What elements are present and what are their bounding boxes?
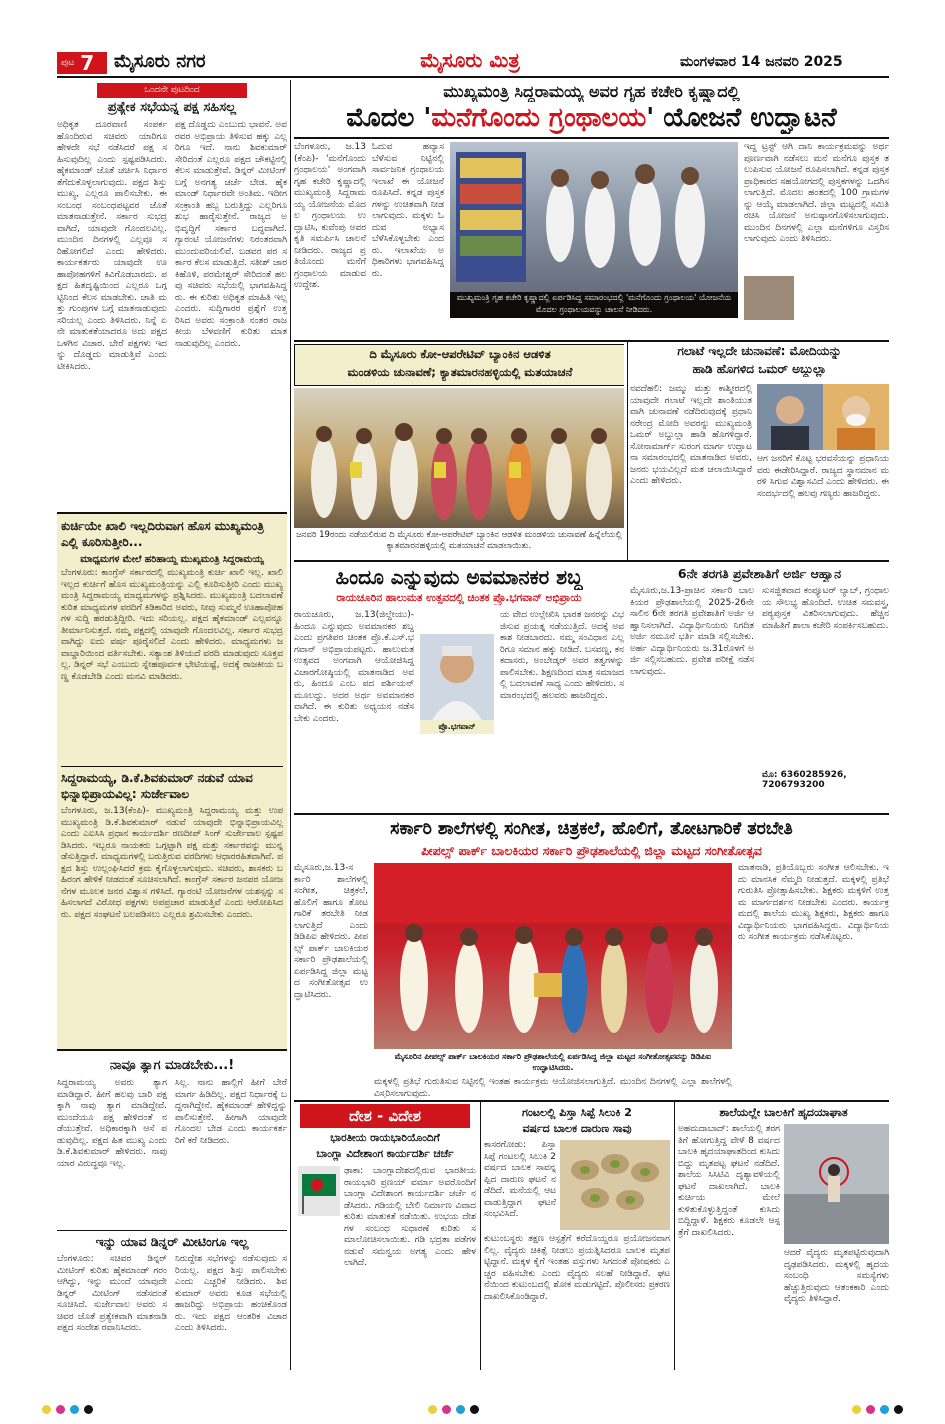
left-divider: [57, 1230, 287, 1231]
lead-body-c: ಇದ್ದ ಟ್ರಸ್ಟ್ ಆಗಿ ದಾನಿ ಕಾರ್ಯಕ್ರಮವನ್ನು ಅರ್ಥಪೂರ್ಣವಾಗಿ ನಡೆಸಲು ಮನೆ ಮನೆಗೂ ಪುಸ್ತಕ ತಲುಪಿಸುವ ಯೋಜನೆ ರೂಪಿಸಲಾಗಿದೆ. ಕನ್ನಡ ಪುಸ್ತಕ ಪ್ರಾಧಿಕಾರದ ಸಹಯೋಗದಲ್ಲಿ ಪುಸ್ತಕಗಳನ್ನು ಒದಗಿಸಲಾಗುತ್ತಿದೆ. ಮೊದಲ ಹಂತದಲ್ಲಿ 100 ಗ್ರಾಮಗಳನ್ನು ಆಯ್ಕೆ ಮಾಡಲಾಗಿದೆ. ಜಿಲ್ಲಾ ಮಟ್ಟದಲ್ಲಿ ಸಮಿತಿ ರಚಿಸಿ ಯೋಜನೆ ಅನುಷ್ಠಾನಗೊಳಿಸಲಾಗುವುದು. ಮುಂದಿನ ದಿನಗಳಲ್ಲಿ ಎಲ್ಲಾ ಮನೆಗಳಿಗೂ ವಿಸ್ತರಿಸಲಾಗುವುದು ಎಂದು ತಿಳಿಸಿದರು.: [744, 142, 889, 244]
left-headline-5: ಇನ್ನು ಯಾವ ಡಿನ್ನರ್ ಮೀಟಿಂಗೂ ಇಲ್ಲ: [95, 1234, 249, 1249]
left-body-3: ಬೆಂಗಳೂರು, ಜ.13(ಕೆಂಪಿ)- ಮುಖ್ಯಮಂತ್ರಿ ಸಿದ್ದರಾಮಯ್ಯ ಮತ್ತು ಉಪ ಮುಖ್ಯಮಂತ್ರಿ ಡಿ.ಕೆ.ಶಿವಕುಮಾರ್ ನಡುವೆ ಯಾವುದೇ ಭಿನ್ನಾಭಿಪ್ರಾಯವಿಲ್ಲ ಎಂದು ಎಐಸಿಸಿ ಪ್ರಧಾನ ಕಾರ್ಯದರ್ಶಿ ರಣದೀಪ್ ಸಿಂಗ್ ಸುರ್ಜೇವಾಲ ಸ್ಪಷ್ಟಪಡಿಸಿದರು. ಇಬ್ಬರೂ ನಾಯಕರು ಒಗ್ಗಟ್ಟಾಗಿ ಪಕ್ಷ ಮತ್ತು ಸರ್ಕಾರವನ್ನು ಮುನ್ನಡೆಸುತ್ತಿದ್ದಾರೆ. ಮಾಧ್ಯಮಗಳಲ್ಲಿ ಬರುತ್ತಿರುವ ವರದಿಗಳು ಆಧಾರರಹಿತವಾಗಿವೆ. ಪಕ್ಷದ ಶಿಸ್ತು ಉಲ್ಲಂಘಿಸಿದರೆ ಕ್ರಮ ಕೈಗೊಳ್ಳಲಾಗುವುದು. ಸಚಿವರು, ಶಾಸಕರು ಬಹಿರಂಗ ಹೇಳಿಕೆ ನೀಡದಂತೆ ಸೂಚಿಸಲಾಗಿದೆ. ಕಾಂಗ್ರೆಸ್ ಸರ್ಕಾರ ಜನಪರ ಯೋಜನೆಗಳ ಮೂಲಕ ಜನರ ವಿಶ್ವಾಸ ಗಳಿಸಿದೆ. ಗ್ಯಾರಂಟಿ ಯೋಜನೆಗಳ ಯಶಸ್ಸನ್ನು ಸಹಿಸಲಾಗದೆ ವಿರೋಧ ಪಕ್ಷಗಳು ಅಪಪ್ರಚಾರ ಮಾಡುತ್ತಿವೆ ಎಂದು ಆರೋಪಿಸಿದರು. ಪಕ್ಷದ ಸಂಘಟನೆ ಬಲಪಡಿಸಲು ಎಲ್ಲರೂ ಶ್ರಮಿಸಬೇಕು ಎಂದರು.: [61, 806, 283, 920]
omar-story: [630, 342, 889, 560]
reg-dot: [442, 1405, 451, 1414]
left-column: [57, 80, 287, 1368]
desha-section: [294, 1102, 889, 1370]
desha-body-3a: ಅಹಮದಾಬಾದ್: ಶಾಲೆಯಲ್ಲಿ ತರಗತಿಗೆ ಹೋಗುತ್ತಿದ್ದ ವೇಳೆ 8 ವರ್ಷದ ಬಾಲಕಿ ಹೃದಯಾಘಾತದಿಂದ ಕುಸಿದು ಬಿದ್ದು ಮೃತಪಟ್ಟ ಘಟನೆ ನಡೆದಿದೆ. ಶಾಲೆಯ ಸಿಸಿಟಿವಿ ದೃಶ್ಯಾವಳಿಯಲ್ಲಿ ಘಟನೆ ದಾಖಲಾಗಿದೆ. ಬಾಲಕಿ ಕುರ್ಚಿಯ ಮೇಲೆ ಕುಳಿತುಕೊಳ್ಳುತ್ತಿದ್ದಂತೆ ಕುಸಿದು ಬಿದ್ದಿದ್ದಾಳೆ. ಶಿಕ್ಷಕರು ಕೂಡಲೇ ಆಸ್ಪತ್ರೆಗೆ ದಾಖಲಿಸಿದರು.: [678, 1124, 780, 1238]
reg-dot: [56, 1405, 65, 1414]
schools-body-c: ಮಕ್ಕಳಲ್ಲಿ ಪ್ರತಿಭೆ ಗುರುತಿಸುವ ನಿಟ್ಟಿನಲ್ಲಿ ಇಂತಹ ಕಾರ್ಯಕ್ರಮ ಆಯೋಜಿಸಲಾಗುತ್ತಿದೆ. ಮುಂದಿನ ದಿನಗಳಲ್ಲಿ ಎಲ್ಲಾ ಶಾಲೆಗಳಲ್ಲಿ ವಿಸ್ತರಿಸಲಾಗುವುದು.: [374, 1077, 732, 1098]
left-headline-1: ಪ್ರತ್ಯೇಕ ಸಭೆಯನ್ನ ಪಕ್ಷ ಸಹಿಸಲ್ಲ: [107, 100, 237, 115]
left-body-5a: ಬೆಂಗಳೂರು: ಸಚಿವರ ಡಿನ್ನರ್ ಮೀಟಿಂಗ್ ಕುರಿತು ಹೈಕಮಾಂಡ್ ಗರಂ ಆಗಿದ್ದು, ಇನ್ನು ಮುಂದೆ ಯಾವುದೇ ಡಿನ್ನರ್ ಮೀಟಿಂಗ್ ನಡೆಸದಂತೆ ಸೂಚಿಸಿದೆ. ಸುರ್ಜೇವಾಲ ಅವರು ಸಚಿವರ ಜೊತೆ ಪ್ರತ್ಯೇಕವಾಗಿ ಮಾತನಾಡಿ ಪಕ್ಷದ ಸಂದೇಶ ರವಾನಿಸಿದರು.: [57, 1254, 167, 1333]
left-body-1b: ಪಕ್ಷ ದೊಡ್ಡದು ಎಂಬುದು ಭಾವನೆ. ಅವರವರ ಅಭಿಪ್ರಾಯ ತಿಳಿಸುವ ಹಕ್ಕು ಎಲ್ಲರಿಗೂ ಇದೆ. ನಾನು ಶಿವಕುಮಾರ್ ಸೇರಿದಂತೆ ಎಲ್ಲರೂ ಪಕ್ಷದ ಚೌಕಟ್ಟಿನಲ್ಲಿ ಕೆಲಸ ಮಾಡುತ್ತೇವೆ. ಡಿನ್ನರ್ ಮೀಟಿಂಗ್ ಬಗ್ಗೆ ಅನಗತ್ಯ ಚರ್ಚೆ ಬೇಡ. ಹೈಕಮಾಂಡ್ ನಿರ್ಧಾರವೇ ಅಂತಿಮ. ಇದೀಗ ಸಂಕ್ರಾಂತಿ ಹಬ್ಬ ಬರುತ್ತಿದ್ದು ಎಲ್ಲರಿಗೂ ಶುಭ ಹಾರೈಸುತ್ತೇನೆ. ರಾಜ್ಯದ ಅಭಿವೃದ್ಧಿಗೆ ಸರ್ಕಾರ ಬದ್ಧವಾಗಿದೆ. ಗ್ಯಾರಂಟಿ ಯೋಜನೆಗಳು ನಿರಂತರವಾಗಿ ಮುಂದುವರಿಯಲಿವೆ. ಬಡವರ ಪರ ಸರ್ಕಾರ ಕೆಲಸ ಮಾಡುತ್ತಿದೆ. ಸತೀಶ್ ಜಾರಕಿಹೊಳಿ, ಪರಮೇಶ್ವರ್ ಸೇರಿದಂತೆ ಹಲವು ಸಚಿವರು ಸಭೆಯಲ್ಲಿ ಭಾಗವಹಿಸಿದ್ದರು. ಈ ಕುರಿತು ಅಧಿಕೃತ ಮಾಹಿತಿ ಇಲ್ಲ ಎಂದರು. ಸುದ್ದಿಗಾರರ ಪ್ರಶ್ನೆಗೆ ಉತ್ತರಿಸಿದ ಅವರು ಸಂಕ್ರಾಂತಿ ನಂತರ ರಾಜಕೀಯ ಬೆಳವಣಿಗೆ ಕುರಿತು ಮಾತನಾಡುವುದಿಲ್ಲ ಎಂದರು.: [175, 120, 287, 349]
hindu-story: [294, 562, 624, 812]
desha-headline-1b: ಬಾಂಗ್ಲಾ ವಿದೇಶಾಂಗ ಕಾರ್ಯದರ್ಶಿ ಚರ್ಚೆ: [316, 1148, 454, 1160]
schools-photo: [374, 863, 732, 1049]
schools-story: [294, 815, 889, 1098]
desha-body-1: ಢಾಕಾ: ಬಾಂಗ್ಲಾದೇಶದಲ್ಲಿರುವ ಭಾರತೀಯ ರಾಯಭಾರಿ ಪ್ರಣಯ್ ವರ್ಮಾ ಅವರೊಂದಿಗೆ ಬಾಂಗ್ಲಾ ವಿದೇಶಾಂಗ ಕಾರ್ಯದರ್ಶಿ ಚರ್ಚೆ ನಡೆಸಿದರು. ಗಡಿಯಲ್ಲಿ ಬೇಲಿ ನಿರ್ಮಾಣ ವಿವಾದ ಕುರಿತು ಮಾತುಕತೆ ನಡೆಯಿತು. ಉಭಯ ದೇಶಗಳ ಸಂಬಂಧ ಸುಧಾರಣೆ ಕುರಿತು ಸಮಾಲೋಚಿಸಲಾಯಿತು. ಗಡಿ ಭದ್ರತಾ ಪಡೆಗಳ ನಡುವೆ ಸಮನ್ವಯ ಅಗತ್ಯ ಎಂದು ಹೇಳಲಾಗಿದೆ.: [344, 1166, 476, 1268]
left-headline-2: ಕುರ್ಚಿಯೇ ಖಾಲಿ ಇಲ್ಲದಿರುವಾಗ ಹೊಸ ಮುಖ್ಯಮಂತ್ರಿ ಎಲ್ಲಿ ಕೂರಿಸುತ್ತೀರಿ...: [61, 519, 265, 549]
coop-headline-1: ದಿ ಮೈಸೂರು ಕೋ-ಆಪರೇಟಿವ್ ಬ್ಯಾಂಕಿನ ಆಡಳಿತ: [369, 347, 551, 361]
desha-rule-2: [674, 1102, 675, 1370]
schools-body-b: ಮಾತನಾಡಿ, ಪ್ರತಿಯೊಬ್ಬರು ಸಂಗೀತ ಆಲಿಸಬೇಕು. ಇದು ಮಾನಸಿಕ ನೆಮ್ಮದಿ ನೀಡುತ್ತದೆ. ಮಕ್ಕಳಲ್ಲಿ ಪ್ರತಿಭೆ ಗುರುತಿಸಿ ಪ್ರೋತ್ಸಾಹಿಸಬೇಕು. ಶಿಕ್ಷಕರು ಮಕ್ಕಳಿಗೆ ಉತ್ತಮ ಮಾರ್ಗದರ್ಶನ ನೀಡಬೇಕು ಎಂದರು. ಕಾರ್ಯಕ್ರಮದಲ್ಲಿ ಶಾಲೆಯ ಮುಖ್ಯ ಶಿಕ್ಷಕರು, ಶಿಕ್ಷಕರು ಹಾಗೂ ವಿದ್ಯಾರ್ಥಿನಿಯರು ಭಾಗವಹಿಸಿದ್ದರು. ವಿದ್ಯಾರ್ಥಿನಿಯರು ಸಂಗೀತ ಕಾರ್ಯಕ್ರಮ ನಡೆಸಿಕೊಟ್ಟರು.: [738, 863, 889, 942]
lead-headline: [294, 102, 889, 134]
reg-dot: [470, 1405, 479, 1414]
desha-headline-2: ಗಂಟಲಲ್ಲಿ ಪಿಸ್ತಾ ಸಿಪ್ಪೆ ಸಿಲುಕಿ 2: [522, 1106, 632, 1119]
class6-contact: ಮೊ: 6360285926, 7206793200: [762, 770, 847, 790]
lead-story: [294, 80, 889, 340]
schools-body-a: ಮೈಸೂರು,ಜ.13-ಸರ್ಕಾರಿ ಶಾಲೆಗಳಲ್ಲಿ ಸಂಗೀತ, ಚಿತ್ರಕಲೆ, ಹೊಲಿಗೆ ಹಾಗೂ ತೋಟಗಾರಿಕೆ ತರಬೇತಿ ನೀಡಲಾಗುತ್ತಿದೆ ಎಂದು ಡಿಡಿಪಿಐ ಹೇಳಿದರು. ಪೀಪಲ್ಸ್ ಪಾರ್ಕ್ ಬಾಲಕಿಯರ ಸರ್ಕಾರಿ ಪ್ರೌಢಶಾಲೆಯಲ್ಲಿ ಏರ್ಪಡಿಸಿದ್ದ ಜಿಲ್ಲಾ ಮಟ್ಟದ ಸಂಗೀತೋತ್ಸವ ಉದ್ಘಾಟಿಸಿದರು.: [294, 863, 368, 1000]
class6-body-a: ಮೈಸೂರು,ಜ.13-ಪ್ರಾಚಿನ ಸರ್ಕಾರಿ ಬಾಲಕಿಯರ ಪ್ರೌಢಶಾಲೆಯಲ್ಲಿ 2025-26ನೇ ಸಾಲಿನ 6ನೇ ತರಗತಿ ಪ್ರವೇಶಾತಿಗೆ ಅರ್ಜಿ ಆಹ್ವಾನಿಸಲಾಗಿದೆ. ವಿದ್ಯಾರ್ಥಿನಿಯರು ನಿಗದಿತ ಅರ್ಜಿ ನಮೂನೆ ಭರ್ತಿ ಮಾಡಿ ಸಲ್ಲಿಸಬೇಕು. ಅರ್ಹ ವಿದ್ಯಾರ್ಥಿನಿಯರು ಜ.31ರೊಳಗೆ ಅರ್ಜಿ ಸಲ್ಲಿಸಬಹುದು. ಪ್ರವೇಶ ಪರೀಕ್ಷೆ ನಡೆಸಲಾಗುವುದು.: [630, 586, 754, 677]
lead-headline-post: ' ಯೋಜನೆ ಉದ್ಘಾಟನೆ: [646, 103, 837, 133]
left-headline-3: ಸಿದ್ದರಾಮಯ್ಯ, ಡಿ.ಕೆ.ಶಿವಕುಮಾರ್ ನಡುವೆ ಯಾವ ಭಿನ್ನಾಭಿಪ್ರಾಯವಿಲ್ಲ: ಸುರ್ಜೇವಾಲ: [61, 771, 253, 801]
left-headline-4: ನಾವೂ ತ್ಯಾಗ ಮಾಡಬೇಕು...!: [109, 1058, 235, 1073]
cctv-still: [784, 1124, 889, 1244]
pistachio-image: [560, 1140, 670, 1230]
omar-headline-1: ಗಲಾಟೆ ಇಲ್ಲದೇ ಚುನಾವಣೆ: ಮೋದಿಯನ್ನು: [677, 344, 842, 358]
schools-subhead: ಪೀಪಲ್ಸ್ ಪಾರ್ಕ್ ಬಾಲಕಿಯರ ಸರ್ಕಾರಿ ಪ್ರೌಢಶಾಲೆಯಲ್ಲಿ ಜಿಲ್ಲಾ ಮಟ್ಟದ ಸಂಗೀತೋತ್ಸವ: [421, 843, 762, 858]
omar-photo: [757, 384, 889, 450]
omar-body-b: ಆಗ ಜನರಿಗೆ ಕೊಟ್ಟ ಭರವಸೆಯನ್ನು ಪ್ರಧಾನಿಯವರು ಈಡೇರಿಸಿದ್ದಾರೆ. ರಾಜ್ಯದ ಸ್ಥಾನಮಾನ ಮರಳಿ ಸಿಗುವ ವಿಶ್ವಾಸವಿದೆ ಎಂದು ಹೇಳಿದರು. ಈ ಸಂದರ್ಭದಲ್ಲಿ ಹಲವು ಗಣ್ಯರು ಹಾಜರಿದ್ದರು.: [757, 454, 889, 499]
hindu-body-b: ಯ ವೇದ ಉಲ್ಲೇಖಿಸಿ ಭಾರತ ಜನರನ್ನು ವಿಭಜಿಸುವ ಪ್ರಯತ್ನ ನಡೆಯುತ್ತಿದೆ. ಅದಕ್ಕೆ ಅವಕಾಶ ನೀಡಬಾರದು. ನಮ್ಮ ಸಂವಿಧಾನ ಎಲ್ಲರಿಗೂ ಸಮಾನ ಹಕ್ಕು ನೀಡಿದೆ. ಬಸವಣ್ಣ, ಕನಕದಾಸರು, ಅಂಬೇಡ್ಕರ್ ಅವರ ತತ್ವಗಳನ್ನು ಪಾಲಿಸಬೇಕು. ಶಿಕ್ಷಣದಿಂದ ಮಾತ್ರ ಸಮಾಜದಲ್ಲಿ ಬದಲಾವಣೆ ಸಾಧ್ಯ ಎಂದು ಹೇಳಿದರು. ಸಮಾರಂಭದಲ್ಲಿ ಹಲವರು ಹಾಜರಿದ್ದರು.: [500, 610, 624, 701]
left-body-1a: ಅಧಿಕೃತ ದೂರವಾಣಿ ಸಂಪರ್ಕ ಹೊಂದಿರುವ ಸಚಿವರು ಯಾರಿಗೂ ಹೇಳದೇ ಸಭೆ ನಡೆಸಿದರೆ ಪಕ್ಷ ಸಹಿಸುವುದಿಲ್ಲ ಎಂದು ಸ್ಪಷ್ಟಪಡಿಸಿದರು. ಹೈಕಮಾಂಡ್ ಜೊತೆ ಚರ್ಚಿಸಿ ನಿರ್ಧಾರ ತೆಗೆದುಕೊಳ್ಳಲಾಗುವುದು. ಪಕ್ಷದ ಶಿಸ್ತು ಮುಖ್ಯ, ಎಲ್ಲರೂ ಪಾಲಿಸಬೇಕು. ಈ ಸಂಬಂಧ ಸಂಬಂಧಪಟ್ಟವರ ಜೊತೆ ಮಾತನಾಡುತ್ತೇನೆ. ಸರ್ಕಾರ ಸುಭದ್ರವಾಗಿದೆ, ಯಾವುದೇ ಗೊಂದಲವಿಲ್ಲ. ಮುಂದಿನ ದಿನಗಳಲ್ಲಿ ಎಲ್ಲವೂ ಸರಿಹೋಗಲಿದೆ ಎಂದು ಹೇಳಿದರು. ಕಾರ್ಯಕರ್ತರು ಯಾವುದೇ ಊಹಾಪೋಹಗಳಿಗೆ ಕಿವಿಗೊಡಬಾರದು. ಪಕ್ಷದ ಹಿತದೃಷ್ಟಿಯಿಂದ ಎಲ್ಲರೂ ಒಗ್ಗಟ್ಟಿನಿಂದ ಕೆಲಸ ಮಾಡಬೇಕು. ಜಾತಿ ಮತ್ತು ಗುಂಪುಗಳ ಬಗ್ಗೆ ಮಾತನಾಡುವುದು ಸರಿಯಲ್ಲ ಎಂದು ತಿಳಿಸಿದರು. ನಿನ್ನೆ ಏನೇ ಮಾತುಕತೆಯಾದರೂ ಅದು ಪಕ್ಷದ ಒಳಗಿನ ವಿಚಾರ. ಬೇರೆ ಪಕ್ಷಗಳು ಇದನ್ನು ದೊಡ್ಡದು ಮಾಡುತ್ತಿವೆ ಎಂದು ಟೀಕಿಸಿದರು.: [57, 120, 167, 372]
schools-caption: ಮೈಸೂರಿನ ಪೀಪಲ್ಸ್ ಪಾರ್ಕ್ ಬಾಲಕಿಯರ ಸರ್ಕಾರಿ ಪ್ರೌಢಶಾಲೆಯಲ್ಲಿ ಏರ್ಪಡಿಸಿದ್ದ ಜಿಲ್ಲಾ ಮಟ್ಟದ ಸಂಗೀತೋತ್ಸವವನ್ನು ಡಿಡಿಪಿಐ ಉದ್ಘಾಟಿಸಿದರು.: [394, 1052, 712, 1072]
masthead-rule: [57, 76, 889, 78]
desha-body-3b: ಆದರೆ ವೈದ್ಯರು ಮೃತಪಟ್ಟಿರುವುದಾಗಿ ದೃಢಪಡಿಸಿದರು. ಮಕ್ಕಳಲ್ಲಿ ಹೃದಯ ಸಂಬಂಧಿ ಸಮಸ್ಯೆಗಳು ಹೆಚ್ಚುತ್ತಿರುವುದು ಆತಂಕಕಾರಿ ಎಂದು ವೈದ್ಯರು ತಿಳಿಸಿದ್ದಾರೆ.: [784, 1248, 889, 1304]
minister-thumb: [744, 276, 794, 320]
lead-headline-highlight: ಮನೆಗೊಂದು ಗ್ರಂಥಾಲಯ: [431, 103, 647, 133]
section-title: ಮೈಸೂರು ನಗರ: [114, 51, 206, 72]
omar-headline-2: ಹಾಡಿ ಹೊಗಳಿದ ಒಮರ್ ಅಬ್ದುಲ್ಲಾ: [692, 362, 827, 376]
desha-headline-2b: ವರ್ಷದ ಬಾಲಕ ದಾರುಣ ಸಾವು: [522, 1122, 632, 1135]
reg-dot: [42, 1405, 51, 1414]
class6-story: [630, 562, 889, 812]
desha-headline-3: ಶಾಲೆಯಲ್ಲೇ ಬಾಲಕಿಗೆ ಹೃದಯಾಘಾತ: [719, 1106, 848, 1119]
cctv-photo: [784, 1124, 889, 1244]
hindu-subhead: ರಾಯಚೂರಿನ ಹಾಲುಮತ ಉತ್ಸವದಲ್ಲಿ ಚಿಂತಕ ಪ್ರೊ.ಭಗವಾನ್ ಅಭಿಪ್ರಾಯ: [336, 592, 582, 604]
lead-body-b: ಓದುವ ಹವ್ಯಾಸ ಬೆಳೆಸುವ ನಿಟ್ಟಿನಲ್ಲಿ ಸಾರ್ವಜನಿಕ ಗ್ರಂಥಾಲಯ ಇಲಾಖೆ ಈ ಯೋಜನೆ ರೂಪಿಸಿದೆ. ಕನ್ನಡ ಪುಸ್ತಕಗಳನ್ನು ಉಚಿತವಾಗಿ ನೀಡಲಾಗುವುದು. ಮಕ್ಕಳು ಓದುವ ಅಭ್ಯಾಸ ಬೆಳೆಸಿಕೊಳ್ಳಬೇಕು ಎಂದರು. ಇಲಾಖೆಯ ಅಧಿಕಾರಿಗಳು ಭಾಗವಹಿಸಿದ್ದರು.: [372, 142, 444, 279]
desha-body-2b: ಕುಟುಂಬಸ್ಥರು ತಕ್ಷಣ ಆಸ್ಪತ್ರೆಗೆ ಕರೆದೊಯ್ದರೂ ಪ್ರಯೋಜನವಾಗಲಿಲ್ಲ. ವೈದ್ಯರು ಚಿಕಿತ್ಸೆ ನೀಡಲು ಪ್ರಯತ್ನಿಸಿದರೂ ಬಾಲಕ ಮೃತಪಟ್ಟಿದ್ದಾನೆ. ಮಕ್ಕಳ ಕೈಗೆ ಇಂತಹ ವಸ್ತುಗಳು ಸಿಗದಂತೆ ಪೋಷಕರು ಎಚ್ಚರ ವಹಿಸಬೇಕು ಎಂದು ವೈದ್ಯರು ಸಲಹೆ ನೀಡಿದ್ದಾರೆ. ಘಟನೆಯಿಂದ ಕುಟುಂಬದಲ್ಲಿ ಶೋಕ ಮಡುಗಟ್ಟಿದೆ. ಪೊಲೀಸರು ಪ್ರಕರಣ ದಾಖಲಿಸಿಕೊಂಡಿದ್ದಾರೆ.: [484, 1234, 670, 1302]
desha-body-2a: ಕಾಸರಗೋಡು: ಪಿಸ್ತಾ ಸಿಪ್ಪೆ ಗಂಟಲಲ್ಲಿ ಸಿಲುಕಿ 2 ವರ್ಷದ ಬಾಲಕ ಸಾವನ್ನಪ್ಪಿದ ದಾರುಣ ಘಟನೆ ನಡೆದಿದೆ. ಮನೆಯಲ್ಲಿ ಆಟವಾಡುತ್ತಿದ್ದಾಗ ಘಟನೆ ಸಂಭವಿಸಿದೆ.: [484, 1140, 556, 1219]
reg-dot: [70, 1405, 79, 1414]
paper-name: ಮೈಸೂರು ಮಿತ್ರ: [420, 48, 520, 72]
continued-tag: ಒಂದನೇ ಪುಟದಿಂದ: [97, 83, 247, 98]
portrait-pair-photo: [757, 384, 889, 450]
hindu-body-a: ರಾಯಚೂರು, ಜ.13(ಜಿಲ್ದೇಯು)- ಹಿಂದೂ ಎನ್ನುವುದು ಅವಮಾನಕರ ಶಬ್ದ ಎಂದು ಪ್ರಗತಿಪರ ಚಿಂತಕ ಪ್ರೊ.ಕೆ.ಎಸ್.ಭಗವಾನ್ ಅಭಿಪ್ರಾಯಪಟ್ಟರು. ಹಾಲುಮತ ಉತ್ಸವದ ಅಂಗವಾಗಿ ಆಯೋಜಿಸಿದ್ದ ವಿಚಾರಗೋಷ್ಠಿಯಲ್ಲಿ ಮಾತನಾಡಿದ ಅವರು, ಹಿಂದೂ ಎಂಬ ಪದ ಪರ್ಶಿಯನ್ ಮೂಲದ್ದು. ಅದರ ಅರ್ಥ ಅವಮಾನಕರವಾಗಿದೆ. ಈ ಕುರಿತು ಅಧ್ಯಯನ ನಡೆಸಬೇಕು ಎಂದರು.: [294, 610, 414, 724]
reg-dot: [852, 1405, 861, 1414]
bhagavan-caption: ಪ್ರೊ.ಭಗವಾನ್: [420, 720, 494, 734]
desha-rule-1: [480, 1102, 481, 1370]
page-number: 7: [80, 51, 95, 75]
page-label: ಪುಟ: [61, 58, 75, 68]
left-column-rule: [290, 80, 291, 1370]
coop-story: [294, 342, 624, 560]
class6-body-b: ಸುಸಜ್ಜಿತವಾದ ಕಂಪ್ಯೂಟರ್ ಲ್ಯಾಬ್, ಗ್ರಂಥಾಲಯ ಸೌಲಭ್ಯ ಹೊಂದಿದೆ. ಉಚಿತ ಸಮವಸ್ತ್ರ, ಪಠ್ಯಪುಸ್ತಕ ವಿತರಿಸಲಾಗುವುದು. ಹೆಚ್ಚಿನ ಮಾಹಿತಿಗೆ ಶಾಲಾ ಕಚೇರಿ ಸಂಪರ್ಕಿಸಬಹುದು.: [762, 586, 889, 631]
coop-headline-box: [294, 344, 624, 386]
speaker-portrait: [420, 634, 494, 720]
music-festival-photo: [374, 863, 732, 1049]
pistachio-photo: [560, 1140, 670, 1230]
bangladesh-flag-icon: [298, 1166, 340, 1216]
campaign-group-photo: [294, 388, 624, 528]
box-divider: [61, 766, 283, 767]
left-box: [57, 512, 287, 1051]
coop-headline-2: ಮಂಡಳಿಯ ಚುನಾವಣೆ; ಕ್ಯಾತಮಾರನಹಳ್ಳಿಯಲ್ಲಿ ಮತಯಾಚನೆ: [347, 365, 573, 379]
reg-dot: [428, 1405, 437, 1414]
lead-photo-caption: ಮುಖ್ಯಮಂತ್ರಿ ಗೃಹ ಕಚೇರಿ ಕೃಷ್ಣಾದಲ್ಲಿ ಏರ್ಪಡಿಸಿದ್ದ ಸಮಾರಂಭದಲ್ಲಿ 'ಮನೆಗೊಂದು ಗ್ರಂಥಾಲಯ' ಯೋಜನೆಯ ಮೊದಲ ಗ್ರಂಥಾಲಯವನ್ನು ಚಾಲನೆ ನೀಡಿದರು.: [450, 292, 738, 318]
desha-label: ದೇಶ - ವಿದೇಶ: [300, 1104, 470, 1128]
reg-dot: [866, 1405, 875, 1414]
schools-headline: ಸರ್ಕಾರಿ ಶಾಲೆಗಳಲ್ಲಿ ಸಂಗೀತ, ಚಿತ್ರಕಲೆ, ಹೊಲಿಗೆ, ತೋಟಗಾರಿಕೆ ತರಬೇತಿ: [390, 819, 793, 839]
desha-headline-1: ಭಾರತೀಯ ರಾಯಭಾರಿಯೊಂದಿಗೆ: [330, 1132, 440, 1144]
flags-photo: [298, 1166, 340, 1216]
coop-photo: [294, 388, 624, 528]
omar-body-a: ನವದೆಹಲಿ: ಜಮ್ಮು ಮತ್ತು ಕಾಶ್ಮೀರದಲ್ಲಿ ಯಾವುದೇ ಗಲಾಟೆ ಇಲ್ಲದೇ ಶಾಂತಿಯುತವಾಗಿ ಚುನಾವಣೆ ನಡೆದಿರುವುದಕ್ಕೆ ಪ್ರಧಾನಿ ನರೇಂದ್ರ ಮೋದಿ ಅವರನ್ನು ಮುಖ್ಯಮಂತ್ರಿ ಒಮರ್ ಅಬ್ದುಲ್ಲಾ ಹಾಡಿ ಹೊಗಳಿದ್ದಾರೆ. ಸೋನಾಮಾರ್ಗ್ ಸುರಂಗ ಮಾರ್ಗ ಉದ್ಘಾಟನಾ ಸಮಾರಂಭದಲ್ಲಿ ಮಾತನಾಡಿದ ಅವರು, ಜನರು ಭಯವಿಲ್ಲದೆ ಮತ ಚಲಾಯಿಸಿದ್ದಾರೆ ಎಂದು ಹೇಳಿದರು.: [630, 384, 752, 486]
lead-headline-pre: ಮೊದಲ ': [346, 103, 432, 133]
masthead: [0, 0, 945, 80]
lead-photo: [450, 142, 738, 318]
bhagavan-photo: [420, 634, 494, 734]
registration-marks: [0, 1400, 945, 1424]
lead-kicker: ಮುಖ್ಯಮಂತ್ರಿ ಸಿದ್ದರಾಮಯ್ಯ ಅವರ ಗೃಹ ಕಚೇರಿ ಕೃಷ್ಣಾದಲ್ಲಿ: [443, 82, 740, 101]
left-body-5b: ನಿರುದ್ದೇಶ ಸಭೆಗಳನ್ನು ನಡೆಸುವುದು ಸರಿಯಲ್ಲ. ಪಕ್ಷದ ಶಿಸ್ತು ಪಾಲಿಸಬೇಕು ಎಂದು ಎಚ್ಚರಿಕೆ ನೀಡಿದರು. ಶಿವಕುಮಾರ್ ಅವರು ಕೂಡ ಸಭೆಯಲ್ಲಿ ಹಾಜರಿದ್ದು ಅಭಿಪ್ರಾಯ ಹಂಚಿಕೊಂಡರು. ಇದು ಪಕ್ಷದ ಆಂತರಿಕ ವಿಚಾರ ಎಂದು ತಿಳಿಸಿದರು.: [175, 1254, 287, 1333]
class6-headline: 6ನೇ ತರಗತಿ ಪ್ರವೇಶಾತಿಗೆ ಅರ್ಜಿ ಆಹ್ವಾನ: [677, 566, 842, 581]
date-line: ಮಂಗಳವಾರ 14 ಜನವರಿ 2025: [680, 54, 843, 70]
left-body-4b: ಸಿಲ್ಲ. ನಾನು ಹಾಲ್ಲಿಗೆ ಹೀಗೆ ಬೇರೆ ಮಾರ್ಗ ಹಿಡಿದಿಲ್ಲ. ಪಕ್ಷದ ನಿರ್ಧಾರಕ್ಕೆ ಬದ್ಧನಾಗಿದ್ದೇನೆ. ಹೈಕಮಾಂಡ್ ಹೇಳಿದ್ದನ್ನು ಪಾಲಿಸುತ್ತೇನೆ. ಹೀಗಾಗಿ ಯಾವುದೇ ಗೊಂದಲ ಬೇಡ ಎಂದು ಕಾರ್ಯಕರ್ತರಿಗೆ ಕರೆ ನೀಡಿದರು.: [175, 1078, 287, 1146]
hindu-headline: ಹಿಂದೂ ಎನ್ನುವುದು ಅವಮಾನಕರ ಶಬ್ದ: [335, 565, 583, 589]
left-body-2: ಬೆಂಗಳೂರು: ಕಾಂಗ್ರೆಸ್ ಸರ್ಕಾರದಲ್ಲಿ ಮುಖ್ಯಮಂತ್ರಿ ಕುರ್ಚಿ ಖಾಲಿ ಇಲ್ಲ. ಖಾಲಿ ಇಲ್ಲದ ಕುರ್ಚಿಗೆ ಹೊಸ ಮುಖ್ಯಮಂತ್ರಿಯನ್ನು ಎಲ್ಲಿ ಕೂರಿಸುತ್ತೀರಿ ಎಂದು ಮುಖ್ಯಮಂತ್ರಿ ಸಿದ್ದರಾಮಯ್ಯ ಮಾಧ್ಯಮಗಳನ್ನು ಪ್ರಶ್ನಿಸಿದರು. ಮುಖ್ಯಮಂತ್ರಿ ಬದಲಾವಣೆ ಕುರಿತ ಮಾಧ್ಯಮಗಳ ವರದಿಗೆ ಕಿಡಿಕಾರಿದ ಅವರು, ನೀವು ಸುಮ್ಮನೆ ಊಹಾಪೋಹಗಳ ಸುದ್ದಿ ಹರಡುತ್ತಿದ್ದೀರಿ. ಇದು ಸರಿಯಲ್ಲ. ಪಕ್ಷದ ಹೈಕಮಾಂಡ್ ಎಲ್ಲವನ್ನೂ ತೀರ್ಮಾನಿಸುತ್ತದೆ. ನಮ್ಮ ಪಕ್ಷದಲ್ಲಿ ಯಾವುದೇ ಗೊಂದಲವಿಲ್ಲ. ಸರ್ಕಾರ ಸುಭದ್ರವಾಗಿದ್ದು ಐದು ವರ್ಷ ಪೂರೈಸಲಿದೆ ಎಂದು ಹೇಳಿದರು. ಮಾಧ್ಯಮಗಳು ಜವಾಬ್ದಾರಿಯಿಂದ ವರ್ತಿಸಬೇಕು. ಸತ್ಯಾಂಶ ತಿಳಿಯದೆ ವರದಿ ಮಾಡುವುದು ಸೂಕ್ತವಲ್ಲ. ಡಿನ್ನರ್ ಸಭೆ ಎಂಬುದು ಸ್ನೇಹಪೂರ್ವಕ ಭೇಟಿಯಷ್ಟೆ, ಅದಕ್ಕೆ ರಾಜಕೀಯ ಬಣ್ಣ ಕೊಡಬೇಡಿ ಎಂದು ಮನವಿ ಮಾಡಿದರು.: [61, 568, 283, 682]
reg-dot: [880, 1405, 889, 1414]
reg-dot: [84, 1405, 93, 1414]
page-number-badge: [57, 52, 107, 74]
left-headline-2-sub: ಮಾಧ್ಯಮಗಳ ಮೇಲೆ ಹರಿಹಾಯ್ದ ಮುಖ್ಯಮಂತ್ರಿ ಸಿದ್ದರಾಮಯ್ಯ: [80, 554, 264, 565]
lead-rule: [294, 137, 889, 139]
reg-dot: [456, 1405, 465, 1414]
reg-dot: [894, 1405, 903, 1414]
coop-caption: ಜನವರಿ 19ರಂದು ನಡೆಯಲಿರುವ ದಿ ಮೈಸೂರು ಕೋ-ಆಪರೇಟಿವ್ ಬ್ಯಾಂಕಿನ ಆಡಳಿತ ಮಂಡಳಿಯ ಚುನಾವಣೆ ಹಿನ್ನೆಲೆಯಲ್ಲಿ ಕ್ಯಾತಮಾರನಹಳ್ಳಿಯಲ್ಲಿ ಮತಯಾಚನೆ ಮಾಡಲಾಯಿತು.: [296, 530, 622, 551]
omar-rule: [627, 342, 628, 560]
left-body-4a: ಸಿದ್ದರಾಮಯ್ಯ ಅವರು ತ್ಯಾಗ ಮಾಡಿದ್ದಾರೆ. ಹೀಗೆ ಹಲವು ಬಾರಿ ಪಕ್ಷಕ್ಕಾಗಿ ನಾವು ತ್ಯಾಗ ಮಾಡಿದ್ದೇವೆ. ಮುಂದೆಯೂ ಪಕ್ಷ ಹೇಳಿದಂತೆ ನಡೆಯುತ್ತೇವೆ. ಅಧಿಕಾರಕ್ಕಾಗಿ ಆಸೆ ಪಡುವುದಿಲ್ಲ. ಪಕ್ಷದ ಹಿತ ಮುಖ್ಯ ಎಂದು ಡಿ.ಕೆ.ಶಿವಕುಮಾರ್ ಹೇಳಿದರು. ನಾವು ಯಾರ ವಿರುದ್ಧವೂ ಇಲ್ಲ.: [57, 1078, 167, 1169]
lead-body-a: ಬೆಂಗಳೂರು, ಜ.13(ಕೆಂಪಿ)- 'ಮನೆಗೊಂದು ಗ್ರಂಥಾಲಯ' ಅಂಗವಾಗಿ ಗೃಹ ಕಚೇರಿ ಕೃಷ್ಣಾದಲ್ಲಿ ಮುಖ್ಯಮಂತ್ರಿ ಸಿದ್ದರಾಮಯ್ಯ ಯೋಜನೆಯ ಮೊದಲ ಗ್ರಂಥಾಲಯ ಉದ್ಘಾಟಿಸಿ, ಕುವೆಂಪು ಅವರ ಕೃತಿ ಸಮರ್ಪಿಸಿ ಚಾಲನೆ ನೀಡಿದರು. ರಾಜ್ಯದ ಪ್ರತಿಯೊಂದು ಮನೆಗೆ ಗ್ರಂಥಾಲಯ ಮಾಡುವ ಉದ್ದೇಶ.: [294, 142, 366, 290]
